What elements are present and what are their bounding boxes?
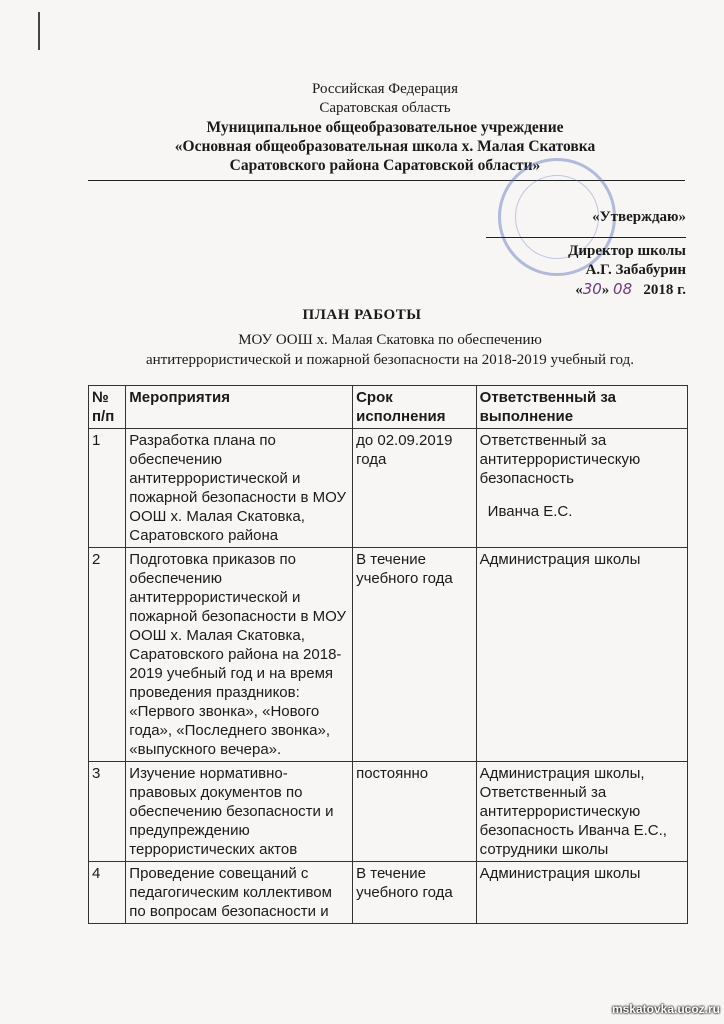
row-num: 2 [89,548,126,762]
table-row [89,762,688,862]
table-row [89,862,688,924]
approve-label: «Утверждаю» [592,209,686,225]
row-activity: Изучение нормативно-правовых документов по обеспечению безопасности и предупреждению террористических актов [126,762,353,862]
responsible-name: Иванча Е.С. [487,503,573,520]
row-num: 3 [89,762,126,862]
plan-subtitle [90,330,690,370]
row-deadline: В течение учебного года [353,548,477,762]
row-responsible: Администрация школы [476,548,687,762]
country-line: Российская Федерация [312,81,458,97]
header-deadline: Срок исполнения [353,386,477,429]
date-day: 30 [582,280,602,298]
row-deadline: В течение учебного года [353,862,477,924]
plan-table [88,385,688,924]
table-header-row [89,386,688,429]
date-month: 08 [613,280,633,298]
date-year: 2018 г. [643,282,686,298]
org-line-3: Саратовского района Саратовской области» [229,157,541,174]
row-responsible: Ответственный за антитеррористическую безопасность Иванча Е.С. [476,429,687,548]
margin-mark [38,12,40,50]
director-name: А.Г. Забабурин [585,262,686,278]
header-activity: Мероприятия [126,386,353,429]
row-deadline: до 02.09.2019 года [353,429,477,548]
approval-date: «30» 08 2018 г. [575,280,686,298]
row-num: 4 [89,862,126,924]
plan-subtitle-line-1: МОУ ООШ х. Малая Скатовка по обеспечению [238,332,542,348]
header-num: № п/п [89,386,126,429]
document-header [90,80,680,175]
plan-title: ПЛАН РАБОТЫ [302,307,422,323]
approval-block [486,208,686,300]
row-activity: Подготовка приказов по обеспечению антитеррористической и пожарной безопасности в МОУ ООШ х. Малая Скатовка, Саратовского района на 2018-2019 учебный год и на время проведения праздников: «Первого звонка», «Нового года», «Последнего звонка», «выпускного вечера». [126,548,353,762]
plan-subtitle-line-2: антитеррористической и пожарной безопасности на 2018-2019 учебный год. [145,352,634,368]
director-position: Директор школы [568,243,686,259]
table-row [89,429,688,548]
header-responsible: Ответственный за выполнение [476,386,687,429]
region-line: Саратовская область [319,100,451,116]
row-deadline: постоянно [353,762,477,862]
org-line-2: «Основная общеобразовательная школа х. Малая Скатовка [174,138,596,155]
row-num: 1 [89,429,126,548]
row-activity: Проведение совещаний с педагогическим коллективом по вопросам безопасности и [126,862,353,924]
row-activity: Разработка плана по обеспечению антитеррористической и пожарной безопасности в МОУ ООШ х. Малая Скатовка, Саратовского района [126,429,353,548]
org-line-1: Муниципальное общеобразовательное учреждение [206,119,564,136]
site-watermark: mskatovka.ucoz.ru [611,1002,720,1016]
row-responsible: Администрация школы [476,862,687,924]
row-responsible: Администрация школы, Ответственный за антитеррористическую безопасность Иванча Е.С., сотрудники школы [476,762,687,862]
table-row [89,548,688,762]
